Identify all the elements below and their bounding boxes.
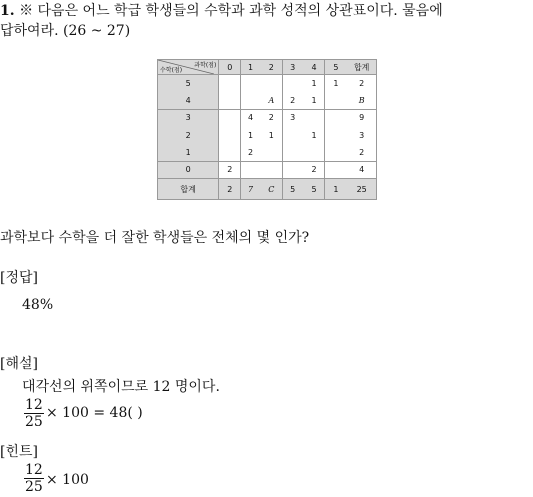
col-header: 4 [303,60,325,75]
explanation-fraction [24,397,44,430]
table-cell: 4 [241,109,261,126]
table-cell [282,75,303,92]
table-cell: 2 [282,92,303,109]
question-text-line2: 답하여라. (26 ~ 27) [0,23,131,39]
table-row [158,127,377,144]
table-cell [260,75,282,92]
table-cell [282,161,303,178]
table-corner [158,60,219,75]
table-cell: 2 [219,161,241,178]
row-label: 0 [158,161,219,178]
table-cell: 1 [303,127,325,144]
table-cell [219,75,241,92]
table-cell: 1 [325,75,347,92]
col-header: 2 [260,60,282,75]
table-cell [303,144,325,161]
table-cell [260,144,282,161]
row-label: 합계 [158,179,219,200]
table-cell [303,109,325,126]
table-cell: 3 [282,109,303,126]
corner-science-label: 과학(점) [194,62,217,69]
table-cell [325,144,347,161]
table-cell: 1 [241,127,261,144]
fraction-numerator: 12 [25,462,43,478]
table-cell [260,161,282,178]
explanation-label: [해설] [0,356,38,372]
table-cell [219,127,241,144]
table-cell [219,144,241,161]
question-number: 1. [0,3,15,19]
table-cell: 5 [303,179,325,200]
row-label: 2 [158,127,219,144]
table-cell: 2 [347,75,377,92]
table-cell [325,109,347,126]
col-header: 5 [325,60,347,75]
table-cell [282,144,303,161]
table-cell [219,109,241,126]
table-header-row [158,60,377,75]
table-cell: 2 [241,144,261,161]
table-row [158,144,377,161]
table-row [158,92,377,109]
table-cell [219,92,241,109]
answer-value: 48% [22,297,54,313]
fraction-denominator: 25 [25,414,43,430]
hint-label: [힌트] [0,444,38,460]
table-cell: 2 [260,109,282,126]
row-label: 5 [158,75,219,92]
table-cell: 1 [303,92,325,109]
col-header: 0 [219,60,241,75]
table-cell: B [347,92,377,109]
table-cell: 25 [347,179,377,200]
col-header: 1 [241,60,261,75]
table-cell: 2 [347,144,377,161]
table-cell [325,92,347,109]
table-cell [241,92,261,109]
table-cell: 7 [241,179,261,200]
table-cell: 2 [219,179,241,200]
fraction-denominator: 25 [25,479,43,495]
question-prompt: 과학보다 수학을 더 잘한 학생들은 전체의 몇 인가? [0,230,310,246]
table-cell [241,161,261,178]
table-cell: 1 [260,127,282,144]
col-header: 3 [282,60,303,75]
table-row [158,75,377,92]
col-header: 합계 [347,60,377,75]
table-cell: 2 [303,161,325,178]
row-label: 1 [158,144,219,161]
row-label: 4 [158,92,219,109]
table-cell [241,75,261,92]
explanation-line1: 대각선의 위쪽이므로 12 명이다. [22,379,220,395]
table-cell: C [260,179,282,200]
explanation-formula: × 100 = 48( ) [46,405,143,421]
table-cell: A [260,92,282,109]
table-row [158,161,377,178]
table-cell: 1 [303,75,325,92]
table-row [158,109,377,126]
table-cell: 1 [325,179,347,200]
table-cell [325,127,347,144]
table-cell [325,161,347,178]
hint-fraction [24,462,44,495]
table-cell: 9 [347,109,377,126]
answer-label: [정답] [0,270,38,286]
correlation-table [157,59,377,200]
question-title-line [0,2,443,20]
fraction-numerator: 12 [25,397,43,413]
table-cell: 3 [347,127,377,144]
question-text-line1: ※ 다음은 어느 학급 학생들의 수학과 과학 성적의 상관표이다. 물음에 [19,3,443,19]
table-cell: 5 [282,179,303,200]
corner-math-label: 수학(점) [160,67,183,74]
hint-formula: × 100 [46,472,89,488]
table-cell: 4 [347,161,377,178]
row-label: 3 [158,109,219,126]
table-total-row [158,179,377,200]
table-cell [282,127,303,144]
